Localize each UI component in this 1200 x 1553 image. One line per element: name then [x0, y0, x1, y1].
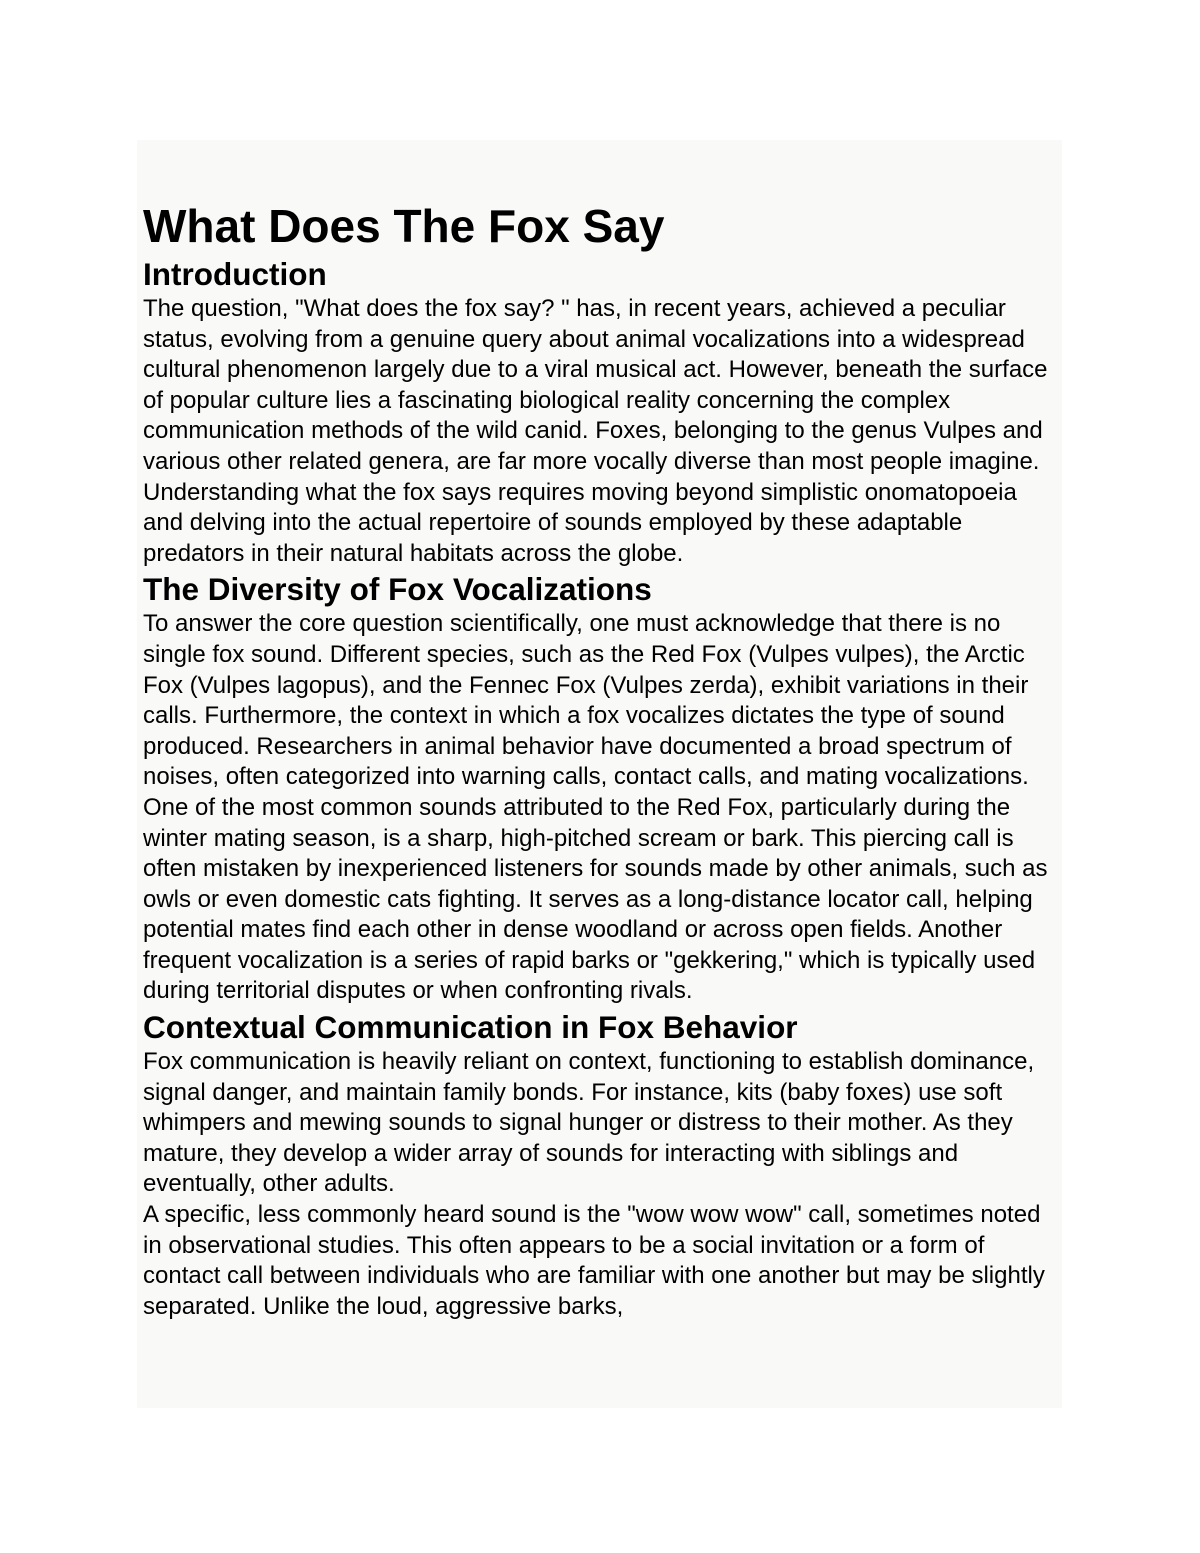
document-page: [137, 140, 1062, 1408]
paragraph: One of the most common sounds attributed to the Red Fox, particularly during the winter mating season, is a sharp, high-pitched scream or bark. This piercing call is often mistaken by inexperienced listeners for sounds made by other animals, such as owls or even domestic cats fighting. It serves as a long-distance locator call, helping potential mates find each other in dense woodland or across open fields. Another frequent vocalization is a series of rapid barks or "gekkering," which is typically used during territorial disputes or when confronting rivals.: [143, 793, 1048, 1005]
paragraph: The question, "What does the fox say? " has, in recent years, achieved a peculiar status, evolving from a genuine query about animal vocalizations into a widespread cultural phenomenon largely due to a viral musical act. However, beneath the surface of popular culture lies a fascinating biological reality concerning the complex communication methods of the wild canid. Foxes, belonging to the genus Vulpes and various other related genera, are far more vocally diverse than most people imagine. Understanding what the fox says requires moving beyond simplistic onomatopoeia and delving into the actual repertoire of sounds employed by these adaptable predators in their natural habitats across the globe.: [143, 295, 1048, 567]
section-heading-diversity: The Diversity of Fox Vocalizations: [143, 571, 652, 608]
paragraph: Fox communication is heavily reliant on context, functioning to establish dominance, signal danger, and maintain family bonds. For instance, kits (baby foxes) use soft whimpers and mewing sounds to signal hunger or distress to their mother. As they mature, they develop a wider array of sounds for interacting with siblings and eventually, other adults.: [143, 1048, 1035, 1198]
document-title: What Does The Fox Say: [143, 200, 665, 252]
document-body: [143, 198, 1058, 1322]
section-heading-introduction: Introduction: [143, 256, 327, 292]
paragraph: To answer the core question scientifically, one must acknowledge that there is no single fox sound. Different species, such as the Red Fox (Vulpes vulpes), the Arctic Fox (Vulpes lagopus), and the Fennec Fox (Vulpes zerda), exhibit variations in their calls. Furthermore, the context in which a fox vocalizes dictates the type of sound produced. Researchers in animal behavior have documented a broad spectrum of noises, often categorized into warning calls, contact calls, and mating vocalizations.: [143, 610, 1029, 791]
section-heading-contextual: Contextual Communication in Fox Behavior: [143, 1009, 798, 1046]
paragraph: A specific, less commonly heard sound is the "wow wow wow" call, sometimes noted in observational studies. This often appears to be a social invitation or a form of contact call between individuals who are familiar with one another but may be slightly separated. Unlike the loud, aggressive barks,: [143, 1201, 1045, 1320]
